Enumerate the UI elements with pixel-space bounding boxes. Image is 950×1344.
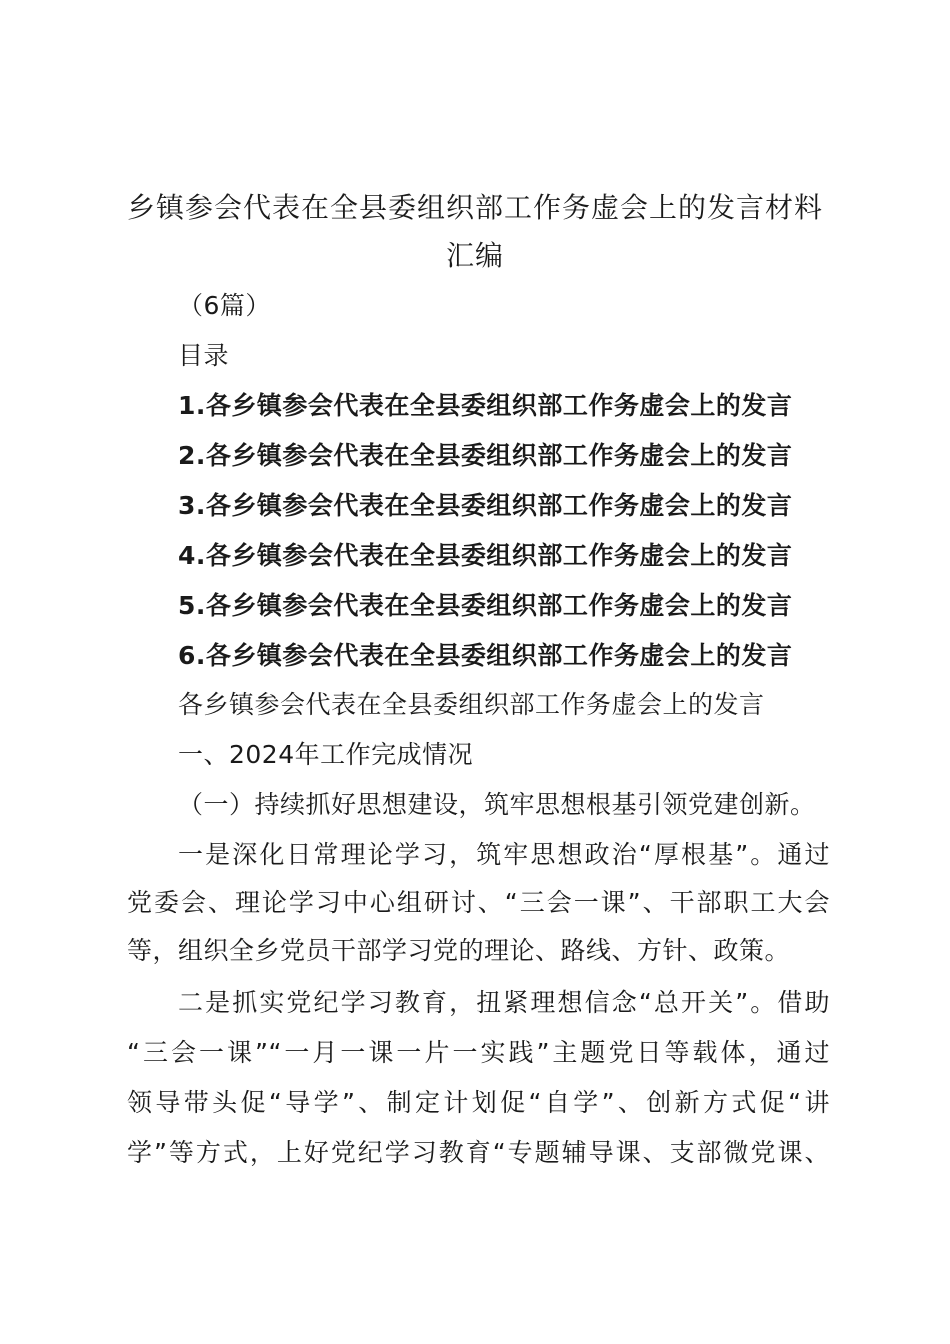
toc-item-5: 5.各乡镇参会代表在全县委组织部工作务虚会上的发言 [178, 591, 793, 620]
paragraph-2-line-2: “三会一课”“一月一课一片一实践”主题党日等载体，通过 [127, 1038, 830, 1067]
paragraph-1-line-3: 等，组织全乡党员干部学习党的理论、路线、方针、政策。 [127, 936, 791, 965]
toc-item-1: 1.各乡镇参会代表在全县委组织部工作务虚会上的发言 [178, 391, 793, 420]
toc-item-4: 4.各乡镇参会代表在全县委组织部工作务虚会上的发言 [178, 541, 793, 570]
toc-item-2: 2.各乡镇参会代表在全县委组织部工作务虚会上的发言 [178, 441, 793, 470]
toc-item-3: 3.各乡镇参会代表在全县委组织部工作务虚会上的发言 [178, 491, 793, 520]
document-title-line-1: 乡镇参会代表在全县委组织部工作务虚会上的发言材料 [126, 191, 823, 224]
section-heading-1: 一、2024年工作完成情况 [178, 740, 474, 769]
document-title-line-2: 汇编 [445, 239, 504, 272]
article-title: 各乡镇参会代表在全县委组织部工作务虚会上的发言 [178, 690, 765, 719]
toc-item-6: 6.各乡镇参会代表在全县委组织部工作务虚会上的发言 [178, 641, 793, 670]
paragraph-1-line-2: 党委会、理论学习中心组研讨、“三会一课”、干部职工大会 [127, 888, 830, 917]
toc-heading: 目录 [178, 341, 230, 370]
paragraph-2-line-4: 学”等方式，上好党纪学习教育“专题辅导课、支部微党课、 [127, 1138, 830, 1167]
subsection-heading-1: （一）持续抓好思想建设，筑牢思想根基引领党建创新。 [178, 790, 816, 819]
article-count: （6篇） [178, 291, 271, 320]
paragraph-1-line-1: 一是深化日常理论学习，筑牢思想政治“厚根基”。通过 [178, 840, 830, 869]
paragraph-2-line-1: 二是抓实党纪学习教育，扭紧理想信念“总开关”。借助 [178, 988, 830, 1017]
paragraph-2-line-3: 领导带头促“导学”、制定计划促“自学”、创新方式促“讲 [127, 1088, 830, 1117]
